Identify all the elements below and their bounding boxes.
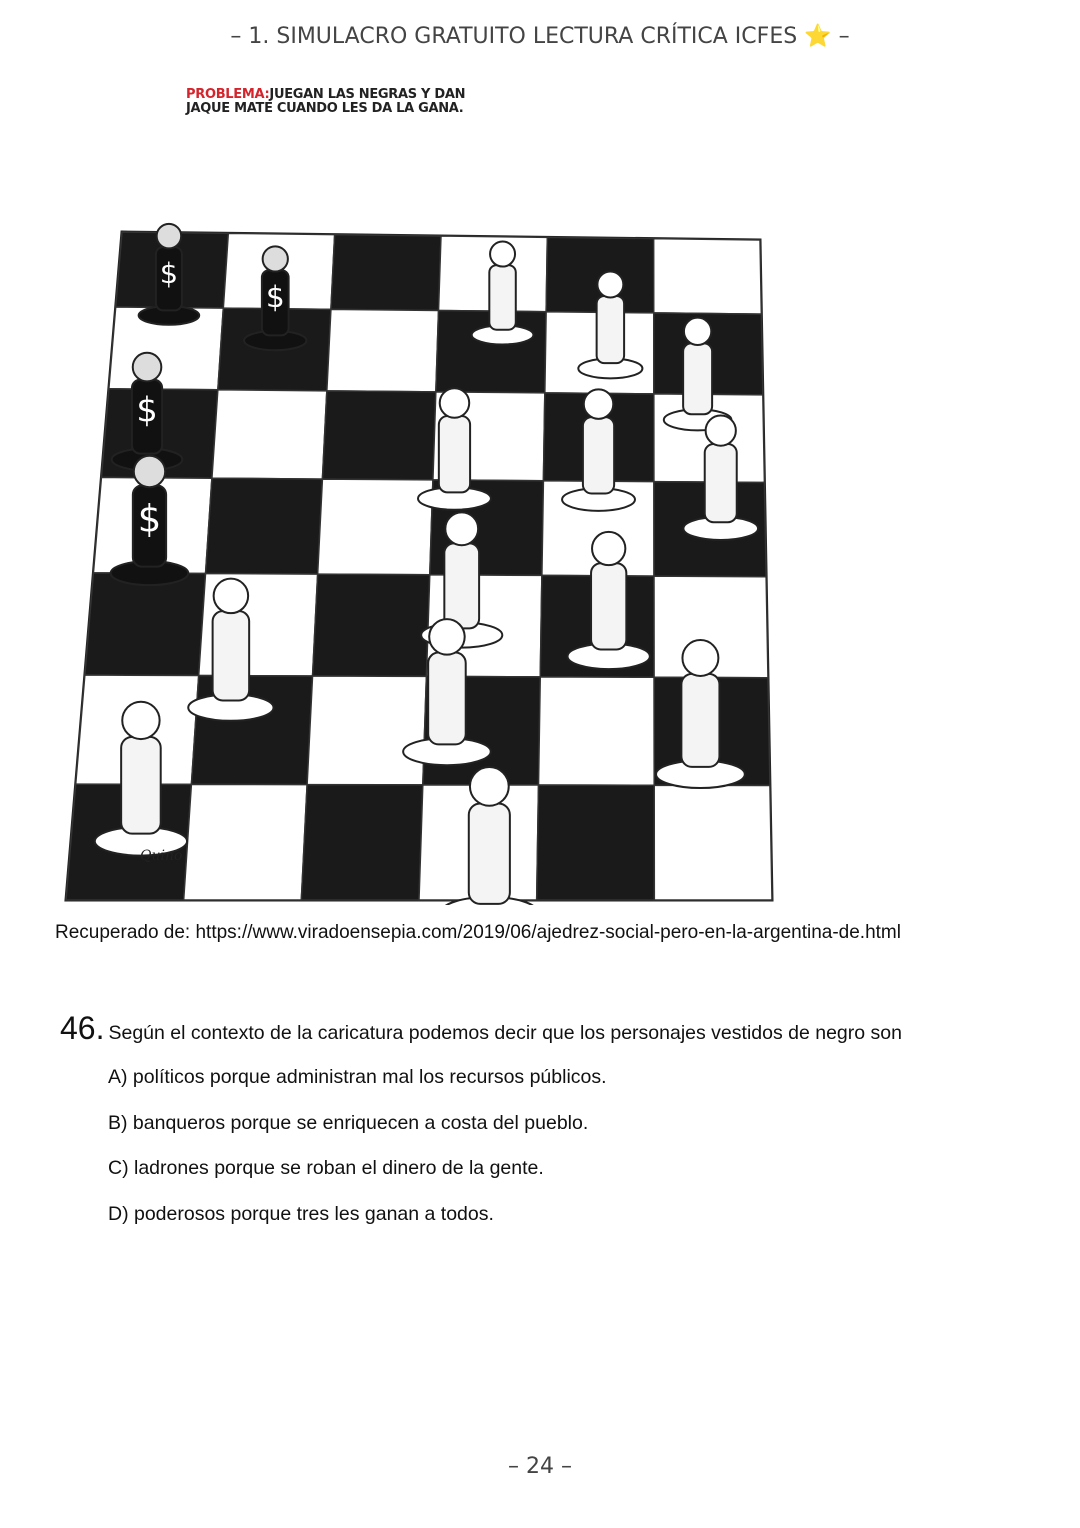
board-square — [322, 391, 435, 480]
white-piece-body — [213, 611, 250, 700]
piece-head — [682, 640, 718, 676]
white-piece-body — [469, 803, 510, 903]
board-square — [301, 785, 422, 900]
page-header — [0, 24, 1080, 49]
white-piece-body — [583, 417, 614, 493]
option-b[interactable]: B) banqueros porque se enriquecen a costa del pueblo. — [108, 1112, 589, 1134]
dollar-sign-icon: $ — [265, 279, 285, 315]
piece-head — [440, 388, 470, 418]
board-square — [654, 785, 772, 900]
option-d[interactable]: D) poderosos porque tres les ganan a todos. — [108, 1203, 494, 1225]
board-square — [327, 309, 439, 391]
white-piece-body — [428, 653, 466, 745]
board-square — [654, 239, 762, 314]
piece-head — [157, 224, 182, 249]
white-piece-body — [489, 265, 515, 330]
piece-head — [134, 456, 165, 487]
cartoon-title-line2: JAQUE MATE CUANDO LES DA LA GANA. — [186, 101, 464, 116]
piece-head — [122, 702, 159, 739]
board-square — [318, 479, 433, 575]
piece-head — [263, 246, 288, 271]
white-piece-body — [444, 543, 479, 628]
star-icon: ⭐ — [804, 24, 832, 49]
piece-head — [133, 353, 162, 382]
white-piece-body — [597, 296, 624, 363]
board-square — [184, 784, 307, 900]
piece-head — [592, 532, 625, 565]
dollar-sign-icon: $ — [136, 390, 158, 430]
question-text: Según el contexto de la caricatura podemos decir que los personajes vestidos de negro son — [108, 1022, 902, 1044]
piece-head — [445, 512, 478, 545]
piece-head — [490, 242, 515, 267]
board-square — [307, 676, 426, 785]
question-number: 46. — [60, 1010, 105, 1046]
header-suffix: – — [838, 24, 850, 49]
cartoonist-signature: Quino — [140, 848, 183, 864]
piece-head — [597, 272, 623, 298]
dollar-sign-icon: $ — [159, 255, 179, 290]
cartoon-title-line1: JUEGAN LAS NEGRAS Y DAN — [269, 87, 466, 102]
piece-head — [214, 579, 249, 614]
white-piece-body — [439, 416, 470, 492]
white-piece-body — [591, 563, 626, 649]
header-title: – 1. SIMULACRO GRATUITO LECTURA CRÍTICA ICFES — [230, 24, 798, 49]
question-46 — [60, 1010, 1040, 1047]
chess-cartoon — [60, 80, 780, 905]
piece-head — [706, 416, 736, 446]
option-a[interactable]: A) políticos porque administran mal los recursos públicos. — [108, 1066, 607, 1088]
white-piece-body — [705, 444, 737, 522]
board-square — [191, 676, 312, 785]
board-square — [313, 574, 430, 676]
chessboard-illustration — [60, 80, 780, 905]
piece-head — [684, 318, 711, 345]
piece-head — [429, 619, 464, 654]
dollar-sign-icon: $ — [137, 497, 162, 541]
board-square — [212, 390, 327, 479]
board-square — [206, 478, 323, 574]
board-square — [85, 573, 206, 676]
white-piece-body — [683, 343, 712, 414]
option-c[interactable]: C) ladrones porque se roban el dinero de la gente. — [108, 1157, 544, 1179]
piece-head — [470, 767, 509, 806]
white-piece-body — [121, 737, 161, 834]
board-square — [539, 677, 655, 785]
board-square — [331, 235, 441, 311]
cartoon-title-problem: PROBLEMA: — [186, 87, 270, 102]
page-number: – 24 – — [508, 1454, 572, 1479]
piece-head — [584, 389, 614, 419]
image-source-caption: Recuperado de: https://www.viradoensepia.com/2019/06/ajedrez-social-pero-en-la-argentina-de.html — [55, 922, 901, 943]
board-square — [537, 785, 655, 900]
white-piece-body — [681, 674, 719, 767]
cartoon-title — [186, 88, 465, 116]
